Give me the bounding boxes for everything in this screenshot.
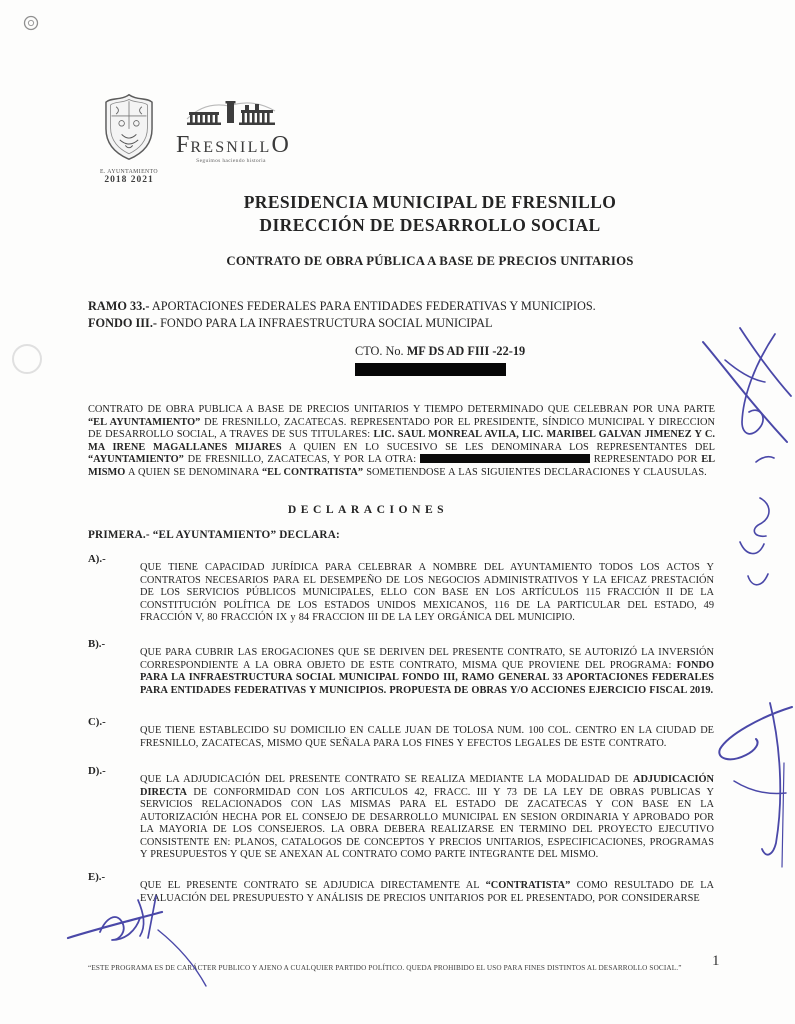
signature-ink-top-right (695, 320, 795, 452)
declaraciones-heading: DECLARACIONES (287, 503, 449, 516)
signature-ink-mid-right (700, 695, 795, 873)
page-title-line2: DIRECCIÓN DE DESARROLLO SOCIAL (259, 214, 601, 235)
contract-number-value: MF DS AD FIII -22-19 (406, 344, 526, 358)
municipal-crest-block (94, 92, 164, 185)
page-number: 1 (712, 953, 720, 969)
clause-label-c: C).- (88, 716, 106, 728)
primera-heading: PRIMERA.- “EL AYUNTAMIENTO” DECLARA: (88, 529, 340, 541)
clause-label-b: B).- (88, 638, 106, 650)
redaction-bar-contract-number (355, 363, 506, 376)
wordmark-mid: RESNILL (190, 139, 272, 156)
fondo-line (88, 315, 733, 332)
program-block (88, 298, 733, 332)
ramo-line (88, 298, 733, 315)
page-title-line1: PRESIDENCIA MUNICIPAL DE FRESNILLO (243, 192, 617, 212)
contract-number-line (355, 344, 525, 359)
clause-paragraph-b: QUE PARA CUBRIR LAS EROGACIONES QUE SE DERIVEN DEL PRESENTE CONTRATO, SE AUTORIZÓ LA INVERSIÓN CORRESPONDIENTE A LA OBRA OBJETO DE ESTE CONTRATO, MISMA QUE PROVIENE DEL PROGRAMA: FONDO PARA LA INFRAESTRUCTURA SOCIAL MUNICIPAL FONDO III, RAMO GENERAL 33 APORTACIONES FEDERALES PARA ENTIDADES FEDERATIVAS Y MUNICIPIOS. PROPUESTA DE OBRAS Y/O ACCIONES EJERCICIO FISCAL 2019. (140, 647, 714, 696)
redaction-bar-inline (420, 454, 590, 463)
clause-label-e: E).- (88, 871, 106, 883)
clause-paragraph-d: QUE LA ADJUDICACIÓN DEL PRESENTE CONTRATO SE REALIZA MEDIANTE LA MODALIDAD DE ADJUDICACIÓN DIRECTA DE CONFORMIDAD CON LOS ARTICULOS 42, FRACC. III Y 73 DE LA LEY DE OBRAS PUBLICAS Y SERVICIOS RELACIONADOS CON LAS MISMAS PARA EL ESTADO DE ZACATECAS Y CON BASE EN LA AUTORIZACIÓN HECHA POR EL CONSEJO DE DESARROLLO MUNICIPAL EN SESION ORDINARIA Y APROBADO POR LA MAYORIA DE LOS CONSEJEROS. LA OBRA DEBERA REALIZARSE EN TERMINO DEL PROYECTO EJECUTIVO CONSISTENTE EN: PLANOS, CATALOGOS DE CONCEPTOS Y PRECIOS UNITARIOS, ESPECIFICACIONES, PROGRAMAS Y PRESUPUESTOS Y QUE SE ANEXAN AL CONTRATO COMO PARTE INTEGRANTE DEL MISMO. (140, 774, 714, 861)
scan-corner-mark (22, 14, 40, 32)
fondo-label: FONDO III.- (88, 316, 158, 331)
punch-hole-mark (12, 344, 42, 374)
intro-paragraph: CONTRATO DE OBRA PUBLICA A BASE DE PRECIOS UNITARIOS Y TIEMPO DETERMINADO QUE CELEBRAN POR UNA PARTE “EL AYUNTAMIENTO” DE FRESNILLO, ZACATECAS. REPRESENTADO POR EL PRESIDENTE, SÍNDICO MUNICIPAL Y DIRECCION DE DESARROLLO SOCIAL, A TRAVES DE SUS TITULARES: LIC. SAUL MONREAL AVILA, LIC. MARIBEL GALVAN JIMENEZ Y C. MA IRENE MAGALLANES MIJARES A QUIEN EN LO SUCESIVO SE LES DENOMINARA LOS REPRESENTANTES DEL “AYUNTAMIENTO” DE FRESNILLO, ZACATECAS, Y POR LA OTRA: REPRESENTADO POR EL MISMO A QUIEN SE DENOMINARA “EL CONTRATISTA” SOMETIENDOSE A LAS SIGUIENTES DECLARACIONES Y CLAUSULAS. (88, 404, 715, 478)
ramo-label: RAMO 33.- (88, 299, 150, 313)
clause-label-d: D).- (88, 765, 106, 777)
clause-label-a: A).- (88, 553, 106, 565)
fresnillo-monuments-icon (185, 97, 277, 127)
logo-tagline: Seguimos haciendo historia (196, 158, 266, 164)
clause-paragraph-e: QUE EL PRESENTE CONTRATO SE ADJUDICA DIRECTAMENTE AL “CONTRATISTA” COMO RESULTADO DE LA EVALUACIÓN DEL PRESUPUESTO Y ANÁLISIS DE PRECIOS UNITARIOS POR EL PRESENTADO, POR CONSIDERARSE (140, 880, 714, 904)
footer-disclaimer: “ESTE PROGRAMA ES DE CARÁCTER PUBLICO Y AJENO A CUALQUIER PARTIDO POLÍTICO. QUEDA PROHIBIDO EL USO PARA FINES DISTINTOS AL DESARROLLO SOCIAL.” (88, 964, 682, 972)
fresnillo-logo (176, 97, 290, 164)
title-block (85, 191, 775, 269)
contract-number-label: CTO. No. (355, 344, 407, 358)
clause-paragraph-c: QUE TIENE ESTABLECIDO SU DOMICILIO EN CALLE JUAN DE TOLOSA NUM. 100 COL. CENTRO EN LA CIUDAD DE FRESNILLO, ZACATECAS, MISMO QUE SEÑALA PARA LOS FINES Y EFECTOS LEGALES DE ESTE CONTRATO. (140, 725, 714, 749)
ramo-text: APORTACIONES FEDERALES PARA ENTIDADES FEDERATIVAS Y MUNICIPIOS. (149, 299, 596, 313)
wordmark-f: F (176, 132, 191, 158)
ink-squiggle-right-margin (718, 450, 795, 598)
signature-ink-bottom-left (60, 888, 215, 990)
contract-subtitle: CONTRATO DE OBRA PÚBLICA A BASE DE PRECIOS UNITARIOS (226, 253, 634, 268)
fondo-text: FONDO PARA LA INFRAESTRUCTURA SOCIAL MUNICIPAL (157, 316, 493, 331)
municipal-coat-of-arms-icon (101, 92, 157, 162)
wordmark-o: O (271, 132, 290, 158)
crest-caption: E. AYUNTAMIENTO (99, 169, 159, 175)
crest-years: 2018 2021 (104, 175, 154, 185)
clause-paragraph-a: QUE TIENE CAPACIDAD JURÍDICA PARA CELEBRAR A NOMBRE DEL AYUNTAMIENTO TODOS LOS ACTOS Y CONTRATOS NECESARIOS PARA EL DESEMPEÑO DE LOS NEGOCIOS ADMINISTRATIVOS Y LA EFICAZ PRESTACIÓN DE LOS SERVICIOS PÚBLICOS MUNICIPALES, ELLO CON BASE EN LOS ARTÍCULOS 115 FRACCIÓN II DE LA CONSTITUCIÓN POLÍTICA DE LOS ESTADOS UNIDOS MEXICANOS, 116 DE LA PARTICULAR DEL ESTADO, 49 FRACCIÓN V, 80 FRACCIÓN IX y 84 FRACCION III DE LA LEY ORGÁNICA DEL MUNICIPIO. (140, 562, 714, 624)
fresnillo-wordmark (176, 132, 290, 158)
